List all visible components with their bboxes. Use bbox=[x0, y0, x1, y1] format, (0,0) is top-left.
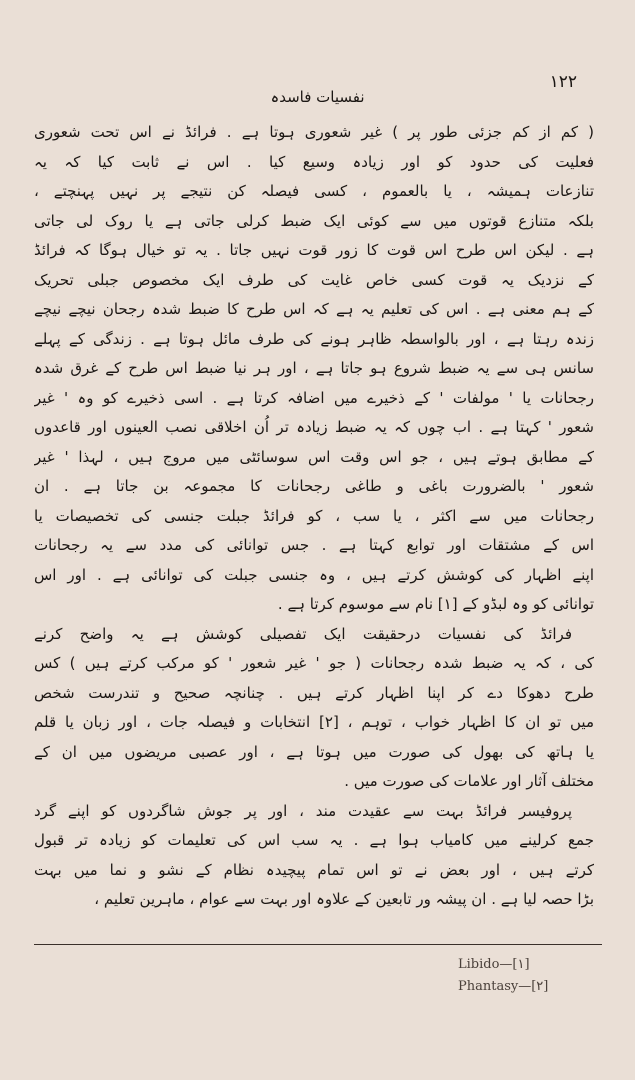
body-text bbox=[34, 118, 594, 915]
text-line: بلکہ متنازع قوتوں میں سے کوئی ایک ضبط کرلی جاتی ہے یا روک لی جاتی bbox=[34, 211, 594, 230]
text-line: کی ، کہ یہ ضبط شدہ رجحانات ( جو ' غیر شعور ' کو مرکب کرتے ہیں ) کس bbox=[34, 654, 594, 672]
paragraph bbox=[34, 118, 594, 620]
text-line: کے مطابق ہوتے ہیں ، جو اس وقت اس سوسائٹی میں مروج ہیں ، لہذا ' غیر bbox=[34, 447, 594, 466]
footnote: Libido—[۱] bbox=[458, 957, 530, 972]
text-line: یا ہاتھ کی بھول کی صورت میں ہوتا ہے ، اور عصبی مریضوں میں ان کے bbox=[34, 742, 594, 761]
text-line: مختلف آثار اور علامات کی صورت میں . bbox=[344, 772, 594, 790]
footnote: Phantasy—[۲] bbox=[458, 979, 549, 994]
text-line: فرائڈ کی نفسیات درحقیقت ایک تفصیلی کوشش ہے یہ واضح کرنے bbox=[34, 624, 572, 643]
text-line: سانس ہی سے یہ ضبط شروع ہو جاتا ہے ، اور ہر نیا ضبط اس طرح کے غرق شدہ bbox=[34, 359, 594, 377]
text-line: پروفیسر فرائڈ بہت سے عقیدت مند ، اور پر جوش شاگردوں کو اپنے گرد bbox=[34, 801, 572, 820]
footnote-divider bbox=[34, 944, 602, 945]
text-line: ( کم از کم جزئی طور پر ) غیر شعوری ہوتا ہے . فرائڈ نے اس تحت شعوری bbox=[34, 123, 594, 141]
text-line: شعور ' کہتا ہے . اب چوں کہ یہ ضبط زیادہ تر اُن اخلاقی نصب العینوں اور قاعدوں bbox=[34, 418, 594, 436]
text-line: اس کے مشتقات اور توابع کہتا ہے . جس توانائی کی مدد سے یہ رجحانات bbox=[34, 536, 594, 554]
text-line: کرتے ہیں ، اور بعض نے تو اس تمام پیچیدہ نظام کے نشو و نما میں بہت bbox=[34, 860, 594, 879]
text-line: رجحانات یا ' مولفات ' کے ذخیرے میں اضافہ کرتا ہے . اسی ذخیرے کو وہ ' غیر bbox=[34, 388, 594, 407]
paragraph bbox=[34, 620, 594, 797]
footnotes bbox=[458, 954, 608, 998]
text-line: طرح دھوکا دے کر اپنا اظہار کرتے ہیں . چنانچہ صحیح و تندرست شخص bbox=[34, 683, 594, 702]
text-line: فعلیت کی حدود کو اور زیادہ وسیع کیا . اس نے ثابت کیا کہ یہ bbox=[34, 152, 594, 171]
text-line: اپنے اظہار کی کوشش کرتے ہیں ، وہ جنسی جبلت کی توانائی ہے . اور اس bbox=[34, 565, 594, 584]
text-line: میں تو ان کا اظہار خواب ، توہم ، [۲] انتخابات و فیصلہ جات ، اور زبان یا قلم bbox=[34, 713, 594, 731]
page-header bbox=[0, 72, 635, 112]
text-line: کے ہم معنی ہے . اس کی تعلیم یہ ہے کہ اس طرح کا ضبط شدہ رجحان نیچے نیچے bbox=[34, 300, 594, 318]
page-number: ۱۲۲ bbox=[549, 72, 577, 92]
paragraph bbox=[34, 797, 594, 915]
text-line: تنازعات ہمیشہ ، یا بالعموم ، کسی فیصلہ کن نتیجے پر نہیں پہنچتے ، bbox=[34, 182, 594, 200]
text-line: بڑا حصہ لیا ہے . ان پیشہ ور تابعین کے علاوہ اور بہت سے عوام ، ماہرین تعلیم ، bbox=[94, 890, 594, 908]
running-title: نفسیات فاسدہ bbox=[270, 88, 365, 106]
text-line: جمع کرلینے میں کامیاب ہوا ہے . یہ سب اس کی تعلیمات کو زیادہ تر قبول bbox=[34, 831, 594, 849]
text-line: شعور ' بالضرورت باغی و طاغی رجحانات کا مجموعہ بن جاتا ہے . ان bbox=[34, 477, 594, 495]
text-line: ہے . لیکن اس طرح اس قوت کا زور قوت نہیں جاتا . یہ تو خیال ہوگا کہ فرائڈ bbox=[34, 241, 594, 259]
text-line: رجحانات میں سے اکثر ، یا سب ، کو فرائڈ جبلت جنسی کی تخصیصات یا bbox=[34, 506, 594, 525]
text-line: کے نزدیک یہ قوت کسی خاص غایت کی طرف ایک مخصوص جبلی تحریک bbox=[34, 270, 594, 289]
text-line: زندہ رہتا ہے ، اور بالواسطہ ظاہر ہونے کی طرف مائل ہوتا ہے . زندگی کے پہلے bbox=[34, 329, 594, 348]
text-line: توانائی کو وہ لبڈو کے [۱] نام سے موسوم کرتا ہے . bbox=[277, 595, 594, 613]
